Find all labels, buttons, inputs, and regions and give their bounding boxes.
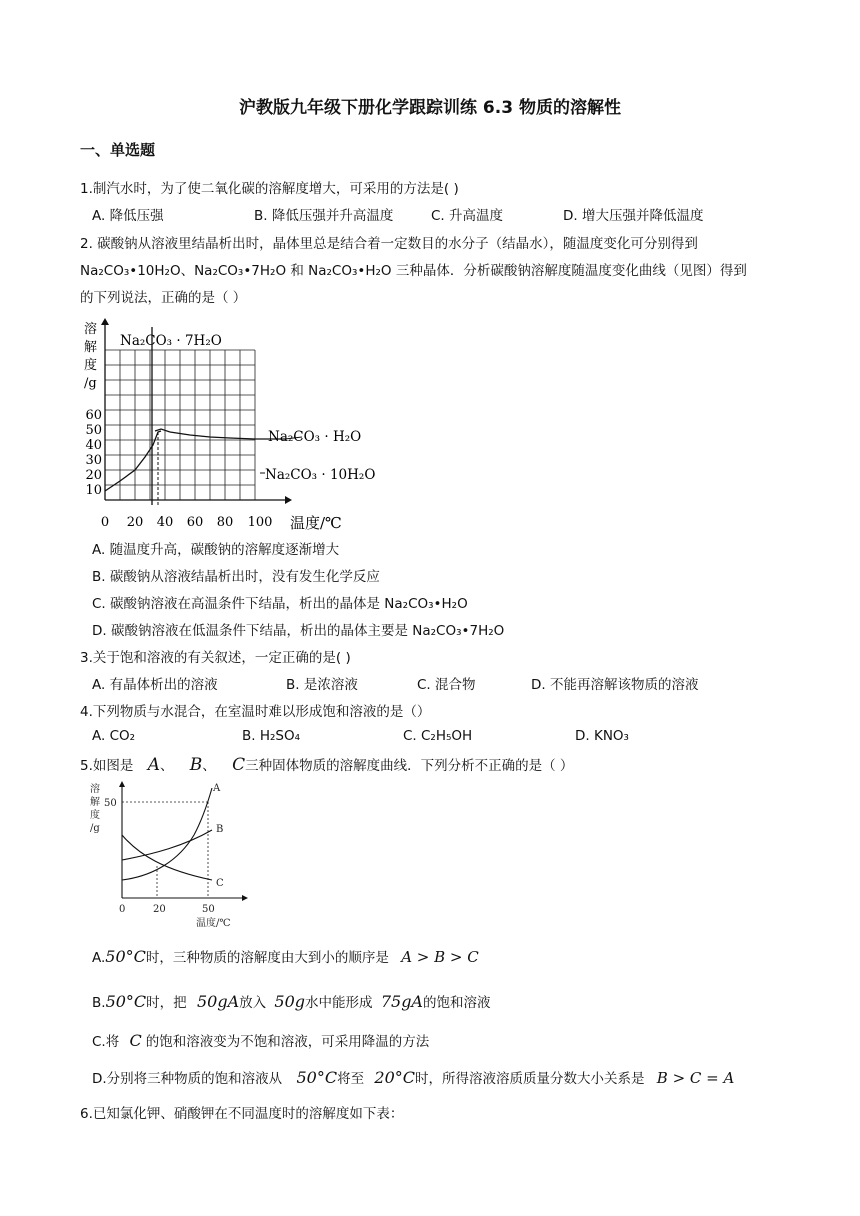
- q2-curve-h2o: [155, 429, 285, 439]
- q5-option-d-t2: 时，所得溶液溶质质量分数大小关系是: [415, 1071, 645, 1087]
- q5-option-a-temp: 50°C: [105, 947, 146, 966]
- q1-option-d: D. 增大压强并降低温度: [563, 208, 704, 224]
- q5-xlabel: 温度/℃: [196, 918, 231, 929]
- q5-xtick-0: 0: [119, 904, 126, 915]
- q5-ytick-50: 50: [104, 798, 117, 809]
- q5-option-b-m2: 50g: [274, 992, 306, 1011]
- q4-option-a: A. CO₂: [92, 728, 136, 744]
- q5-option-d-m1: 50°C: [296, 1068, 338, 1087]
- q5-option-b-t2: 放入: [239, 995, 267, 1011]
- q2-ylabel-1: 溶: [84, 322, 98, 337]
- q5-option-b-m3: 75gA: [380, 992, 423, 1011]
- q5-label-a: A: [213, 783, 221, 794]
- q5-option-a-text: 时，三种物质的溶解度由大到小的顺序是: [145, 950, 389, 966]
- q5-option-d-m2: 20°C: [374, 1068, 415, 1087]
- q1-option-a: A. 降低压强: [92, 208, 164, 224]
- q5-option-d-prefix: D.分别将三种物质的饱和溶液从: [92, 1071, 283, 1087]
- q2-x-arrow: [285, 496, 292, 504]
- q5-label-c: C: [216, 878, 224, 889]
- q2-ylabel-3: 度: [84, 358, 98, 373]
- q4-stem: 4.下列物质与水混合，在室温时难以形成饱和溶液的是（）: [80, 704, 431, 720]
- q2-xtick-20: 20: [126, 515, 144, 530]
- q5-stem-suffix: 三种固体物质的溶解度曲线．下列分析不正确的是（ ）: [245, 758, 574, 774]
- q2-label-h2o: Na₂CO₃ · H₂O: [268, 429, 362, 445]
- q2-xlabel: 温度/℃: [290, 514, 342, 532]
- section-heading: 一、单选题: [80, 141, 156, 159]
- q2-ytick-30: 30: [85, 453, 102, 468]
- q5-option-b-temp: 50°C: [105, 992, 147, 1011]
- q2-ytick-10: 10: [85, 483, 102, 498]
- q5-ylabel-4: /g: [90, 823, 100, 834]
- q4-option-c: C. C₂H₅OH: [403, 728, 473, 744]
- q5-option-b-t3: 水中能形成: [305, 995, 373, 1011]
- q5-stem-prefix: 5.如图是: [80, 758, 134, 774]
- q5-option-b-prefix: B.: [92, 995, 106, 1011]
- q2-option-d: D. 碳酸钠溶液在低温条件下结晶，析出的晶体主要是 Na₂CO₃•7H₂O: [92, 623, 505, 639]
- q5-option-c: [92, 1030, 429, 1050]
- q5-option-d-t1: 将至: [337, 1071, 365, 1087]
- q2-ylabel-2: 解: [84, 340, 98, 355]
- q5-option-c-text: 的饱和溶液变为不饱和溶液，可采用降温的方法: [145, 1034, 430, 1050]
- q5-option-d-m3: B > C = A: [656, 1069, 735, 1087]
- q5-option-c-prefix: C.将: [92, 1034, 120, 1050]
- q5-symbol-a: A: [147, 755, 160, 775]
- q5-xtick-20: 20: [153, 904, 166, 915]
- q2-label-7h2o: Na₂CO₃ · 7H₂O: [120, 333, 222, 349]
- q5-xtick-50: 50: [202, 904, 215, 915]
- q2-option-b: B. 碳酸钠从溶液结晶析出时，没有发生化学反应: [92, 569, 380, 585]
- q5-curve-b: [122, 830, 212, 860]
- q2-xtick-60: 60: [186, 515, 204, 530]
- q5-option-b-t1: 时，把: [146, 995, 187, 1011]
- q2-stem-line2: Na₂CO₃•10H₂O、Na₂CO₃•7H₂O 和 Na₂CO₃•H₂O 三种晶体．分析碳酸钠溶解度随温度变化曲线（见图）得到: [80, 263, 747, 279]
- q3-option-a: A. 有晶体析出的溶液: [92, 677, 218, 693]
- q1-option-c: C. 升高温度: [431, 208, 504, 224]
- q2-option-a: A. 随温度升高，碳酸钠的溶解度逐渐增大: [92, 542, 340, 558]
- q1-option-b: B. 降低压强并升高温度: [254, 208, 394, 224]
- q5-option-b: [92, 991, 490, 1011]
- q2-option-c: C. 碳酸钠溶液在高温条件下结晶，析出的晶体是 Na₂CO₃•H₂O: [92, 596, 468, 612]
- q5-ylabel-3: 度: [90, 810, 100, 821]
- q5-option-a: [92, 946, 479, 966]
- q2-xtick-100: 100: [247, 515, 273, 530]
- q2-xtick-40: 40: [156, 515, 174, 530]
- q2-xtick-80: 80: [216, 515, 234, 530]
- q2-label-10h2o: Na₂CO₃ · 10H₂O: [265, 467, 376, 483]
- q3-option-b: B. 是浓溶液: [286, 677, 358, 693]
- q2-ylabel-4: /g: [84, 376, 97, 391]
- q5-option-a-prefix: A.: [92, 950, 106, 966]
- q5-symbol-b: B: [189, 755, 203, 775]
- q2-ytick-60: 60: [85, 408, 102, 423]
- q5-ylabel-1: 溶: [90, 784, 100, 795]
- q5-x-arrow: [242, 895, 248, 901]
- page-title: 沪教版九年级下册化学跟踪训练 6.3 物质的溶解性: [239, 98, 621, 118]
- q5-option-d: [92, 1067, 734, 1087]
- q2-ytick-20: 20: [85, 468, 102, 483]
- q2-solubility-figure: [80, 315, 380, 535]
- q3-option-d: D. 不能再溶解该物质的溶液: [531, 677, 699, 693]
- q2-grid: [105, 350, 255, 500]
- q5-option-b-m1: 50gA: [196, 992, 240, 1011]
- q2-xtick-0: 0: [100, 515, 110, 530]
- q2-ytick-50: 50: [85, 423, 102, 438]
- q5-ylabel-2: 解: [90, 797, 100, 808]
- q5-option-a-math: A > B > C: [401, 948, 479, 966]
- q5-symbol-c: C: [232, 755, 246, 775]
- q2-stem-line1: 2. 碳酸钠从溶液里结晶析出时，晶体里总是结合着一定数目的水分子（结晶水），随温度变化可分别得到: [80, 236, 698, 252]
- q6-stem: 6.已知氯化钾、硝酸钾在不同温度时的溶解度如下表：: [80, 1106, 404, 1122]
- q5-option-b-t4: 的饱和溶液: [422, 995, 491, 1011]
- q5-solubility-figure: [84, 780, 254, 932]
- q2-y-arrow: [101, 318, 109, 325]
- q5-option-c-math: C: [129, 1031, 142, 1050]
- q2-stem-line3: 的下列说法，正确的是（ ）: [80, 290, 247, 306]
- q3-option-c: C. 混合物: [417, 677, 476, 693]
- q1-stem: 1.制汽水时，为了使二氧化碳的溶解度增大，可采用的方法是( ): [80, 181, 459, 197]
- q3-stem: 3.关于饱和溶液的有关叙述，一定正确的是( ): [80, 650, 351, 666]
- q5-label-b: B: [216, 824, 224, 835]
- q2-ytick-40: 40: [85, 438, 102, 453]
- q4-option-d: D. KNO₃: [575, 728, 629, 744]
- q5-stem: 5.如图是 A、 B、 C三种固体物质的溶解度曲线．下列分析不正确的是（ ）: [80, 755, 574, 775]
- q5-y-arrow: [119, 781, 125, 787]
- q4-option-b: B. H₂SO₄: [242, 728, 301, 744]
